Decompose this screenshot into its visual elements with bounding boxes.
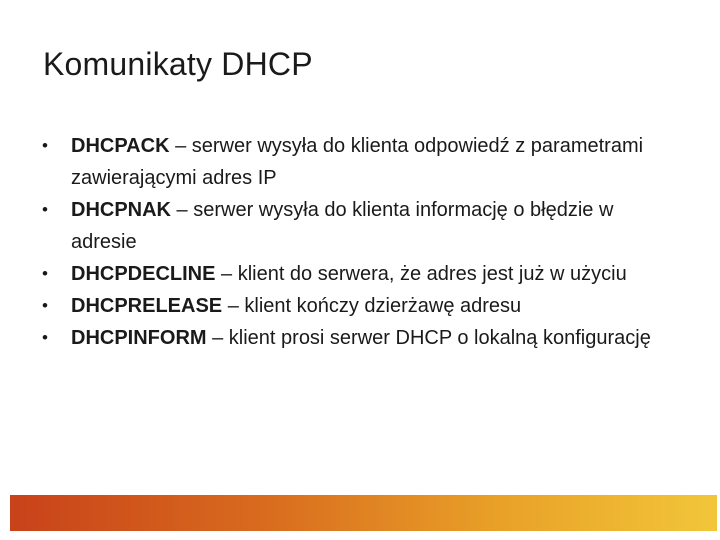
bullet-item-dhcprelease	[42, 290, 682, 322]
bullet-term: DHCPNAK	[71, 199, 171, 221]
bullet-term: DHCPACK	[71, 135, 170, 157]
bullet-text: – serwer wysyła do klienta informację o błędzie w adresie	[71, 199, 614, 253]
bullet-text: – serwer wysyła do klienta odpowiedź z parametrami zawierającymi adres IP	[71, 135, 644, 189]
bullet-icon: •	[42, 264, 48, 283]
bullet-item-dhcpinform	[42, 322, 682, 354]
slide-title: Komunikaty DHCP	[43, 46, 313, 82]
bullet-list	[42, 130, 682, 354]
bullet-item-dhcpdecline	[42, 258, 682, 290]
bullet-term: DHCPRELEASE	[71, 295, 223, 317]
footer-gradient-bar	[10, 495, 717, 531]
bullet-term: DHCPINFORM	[71, 327, 207, 349]
bullet-icon: •	[42, 200, 48, 219]
bullet-term: DHCPDECLINE	[71, 263, 216, 285]
bullet-item-dhcpnak	[42, 194, 682, 258]
bullet-item-dhcpack	[42, 130, 682, 194]
bullet-icon: •	[42, 136, 48, 155]
bullet-icon: •	[42, 328, 48, 347]
bullet-text: – klient kończy dzierżawę adresu	[222, 295, 522, 317]
bullet-text: – klient prosi serwer DHCP o lokalną konfigurację	[206, 327, 651, 349]
bullet-text: – klient do serwera, że adres jest już w użyciu	[215, 263, 627, 285]
bullet-icon: •	[42, 296, 48, 315]
